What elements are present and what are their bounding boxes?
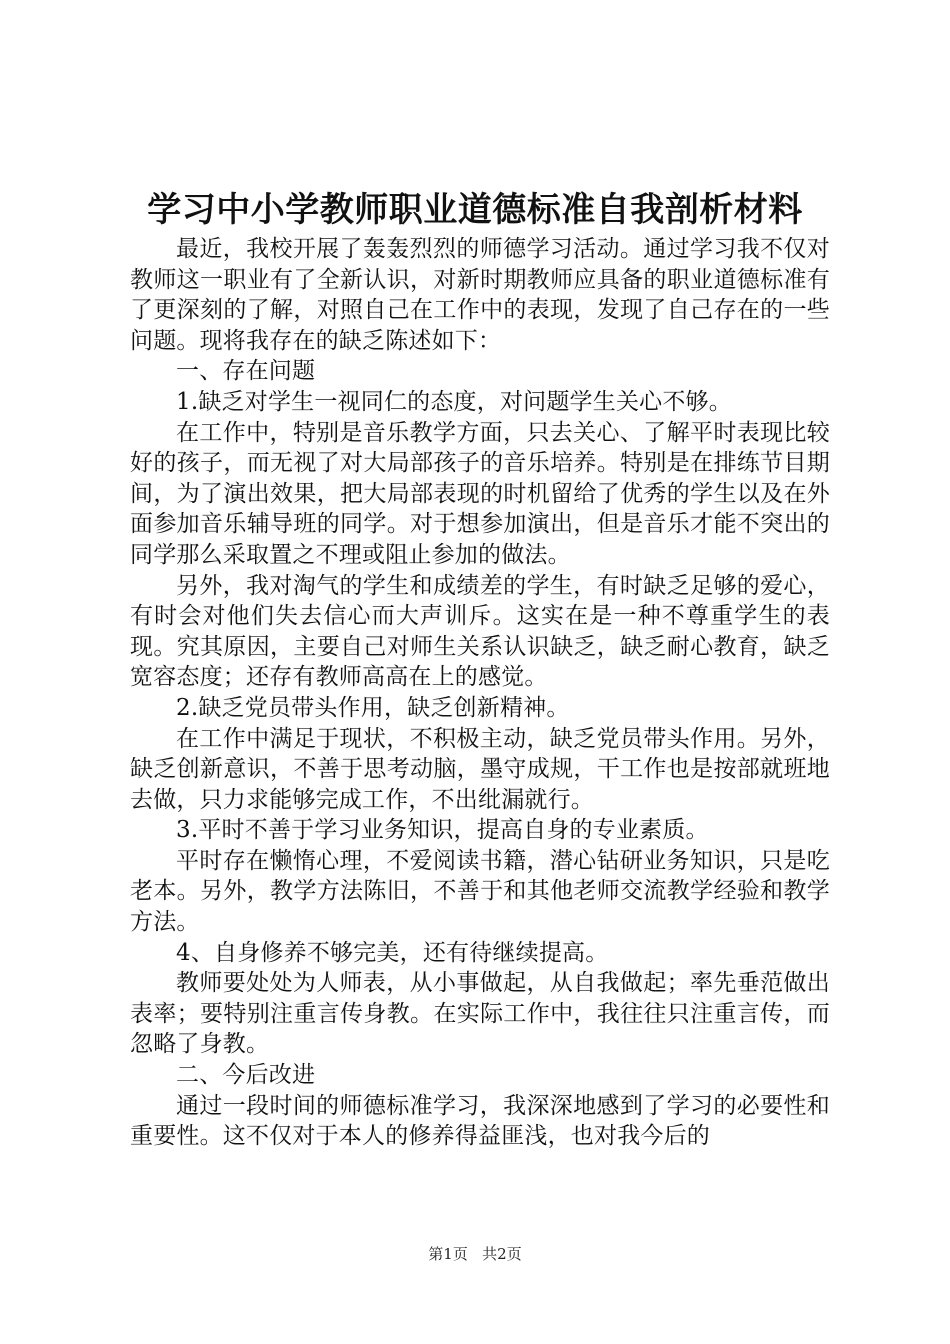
paragraph: 平时存在懒惰心理，不爱阅读书籍，潜心钻研业务知识，只是吃老本。另外，教学方法陈旧，不善于和其他老师交流教学经验和教学方法。 — [130, 847, 830, 936]
problem-heading-2: 2.缺乏党员带头作用，缺乏创新精神。 — [176, 694, 570, 721]
problem-heading-3: 3.平时不善于学习业务知识，提高自身的专业素质。 — [176, 817, 709, 844]
page-total: 共2页 — [482, 1245, 522, 1263]
page-footer — [0, 1244, 950, 1264]
paragraph: 另外，我对淘气的学生和成绩差的学生，有时缺乏足够的爱心，有时会对他们失去信心而大声训斥。这实在是一种不尊重学生的表现。究其原因，主要自己对师生关系认识缺乏，缺乏耐心教育，缺乏宽容态度；还存有教师高高在上的感觉。 — [130, 572, 830, 691]
document-title: 学习中小学教师职业道德标准自我剖析材料 — [147, 190, 803, 230]
paragraph: 教师要处处为人师表，从小事做起，从自我做起；率先垂范做出表率；要特别注重言传身教。在实际工作中，我往往只注重言传，而忽略了身教。 — [130, 970, 830, 1058]
paragraph: 在工作中满足于现状，不积极主动，缺乏党员带头作用。另外，缺乏创新意识，不善于思考动脑，墨守成规，干工作也是按部就班地去做，只力求能够完成工作，不出纰漏就行。 — [130, 725, 830, 813]
paragraph-intro: 最近，我校开展了轰轰烈烈的师德学习活动。通过学习我不仅对教师这一职业有了全新认识，对新时期教师应具备的职业道德标准有了更深刻的了解，对照自己在工作中的表现，发现了自己存在的一些问题。现将我存在的缺乏陈述如下： — [130, 236, 830, 354]
section-heading-improvements: 二、今后改进 — [176, 1062, 316, 1089]
section-heading-problems: 一、存在问题 — [176, 358, 316, 385]
problem-heading-1: 1.缺乏对学生一视同仁的态度，对问题学生关心不够。 — [176, 388, 732, 415]
problem-heading-4: 4、自身修养不够完美，还有待继续提高。 — [176, 939, 609, 966]
paragraph: 在工作中，特别是音乐教学方面，只去关心、了解平时表现比较好的孩子，而无视了对大局部孩子的音乐培养。特别是在排练节目期间，为了演出效果，把大局部表现的时机留给了优秀的学生以及在外面参加音乐辅导班的同学。对于想参加演出，但是音乐才能不突出的同学那么采取置之不理或阻止参加的做法。 — [130, 419, 830, 568]
document-body — [130, 234, 830, 1152]
page-number: 第1页 — [428, 1245, 468, 1263]
paragraph: 通过一段时间的师德标准学习，我深深地感到了学习的必要性和重要性。这不仅对于本人的修养得益匪浅，也对我今后的 — [130, 1092, 830, 1150]
